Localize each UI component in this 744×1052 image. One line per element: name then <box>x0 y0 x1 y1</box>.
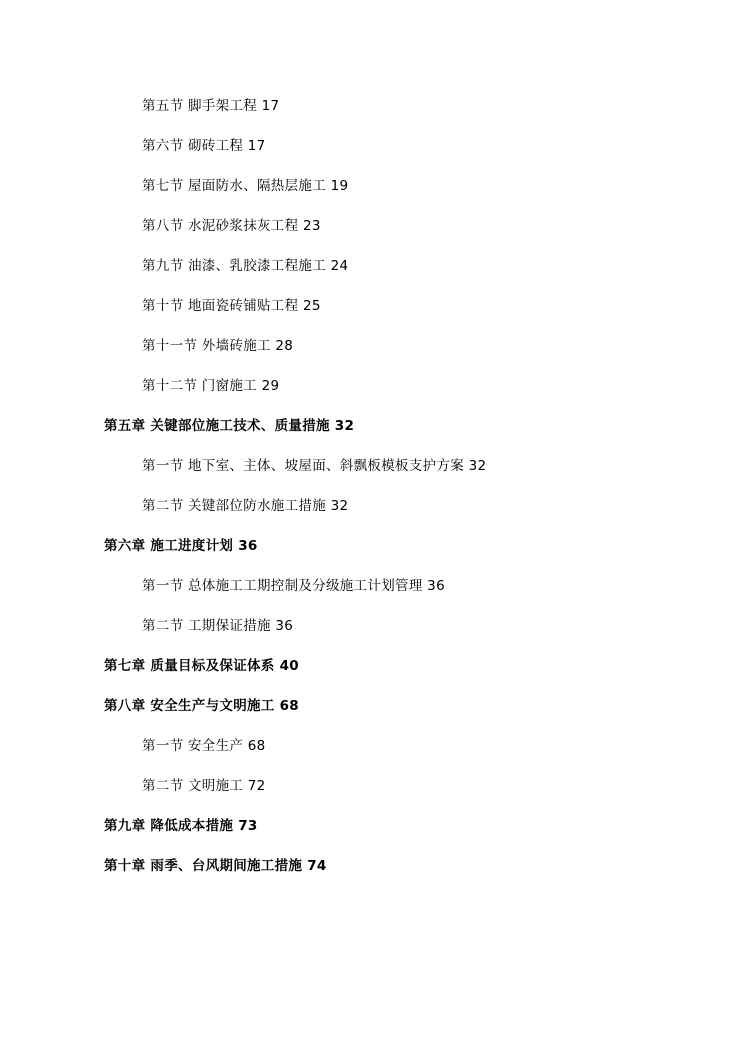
toc-section-entry[interactable] <box>104 286 648 326</box>
toc-entry-label: 第十一节 外墙砖施工 28 <box>142 337 294 354</box>
toc-section-entry[interactable] <box>104 766 648 806</box>
toc-entry-label: 第一节 安全生产 68 <box>142 737 266 754</box>
toc-entry-label: 第五节 脚手架工程 17 <box>142 97 280 114</box>
toc-entry-label: 第七章 质量目标及保证体系 40 <box>104 657 299 674</box>
toc-entry-label: 第九节 油漆、乳胶漆工程施工 24 <box>142 257 349 274</box>
toc-chapter-entry[interactable] <box>104 646 648 686</box>
toc-entry-label: 第十二节 门窗施工 29 <box>142 377 280 394</box>
toc-entry-label: 第二节 关键部位防水施工措施 32 <box>142 497 349 514</box>
toc-section-entry[interactable] <box>104 486 648 526</box>
toc-section-entry[interactable] <box>104 326 648 366</box>
toc-section-entry[interactable] <box>104 606 648 646</box>
toc-entry-label: 第八节 水泥砂浆抹灰工程 23 <box>142 217 321 234</box>
toc-entry-label: 第七节 屋面防水、隔热层施工 19 <box>142 177 349 194</box>
toc-section-entry[interactable] <box>104 726 648 766</box>
toc-section-entry[interactable] <box>104 446 648 486</box>
toc-entry-label: 第五章 关键部位施工技术、质量措施 32 <box>104 417 355 434</box>
toc-section-entry[interactable] <box>104 366 648 406</box>
toc-entry-label: 第九章 降低成本措施 73 <box>104 817 258 834</box>
toc-entry-label: 第六节 砌砖工程 17 <box>142 137 266 154</box>
toc-entry-label: 第二节 工期保证措施 36 <box>142 617 294 634</box>
toc-entry-label: 第一节 地下室、主体、坡屋面、斜飘板模板支护方案 32 <box>142 457 487 474</box>
toc-section-entry[interactable] <box>104 566 648 606</box>
toc-section-entry[interactable] <box>104 206 648 246</box>
toc-chapter-entry[interactable] <box>104 846 648 886</box>
toc-entry-label: 第八章 安全生产与文明施工 68 <box>104 697 299 714</box>
toc-chapter-entry[interactable] <box>104 406 648 446</box>
toc-entry-label: 第二节 文明施工 72 <box>142 777 266 794</box>
toc-section-entry[interactable] <box>104 246 648 286</box>
toc-chapter-entry[interactable] <box>104 806 648 846</box>
toc-entry-label: 第一节 总体施工工期控制及分级施工计划管理 36 <box>142 577 445 594</box>
toc-chapter-entry[interactable] <box>104 686 648 726</box>
toc-chapter-entry[interactable] <box>104 526 648 566</box>
toc-section-entry[interactable] <box>104 86 648 126</box>
toc-section-entry[interactable] <box>104 126 648 166</box>
toc-entry-label: 第十节 地面瓷砖铺贴工程 25 <box>142 297 321 314</box>
toc-section-entry[interactable] <box>104 166 648 206</box>
toc-entry-label: 第六章 施工进度计划 36 <box>104 537 258 554</box>
toc-entry-label: 第十章 雨季、台风期间施工措施 74 <box>104 857 327 874</box>
table-of-contents <box>104 86 648 886</box>
